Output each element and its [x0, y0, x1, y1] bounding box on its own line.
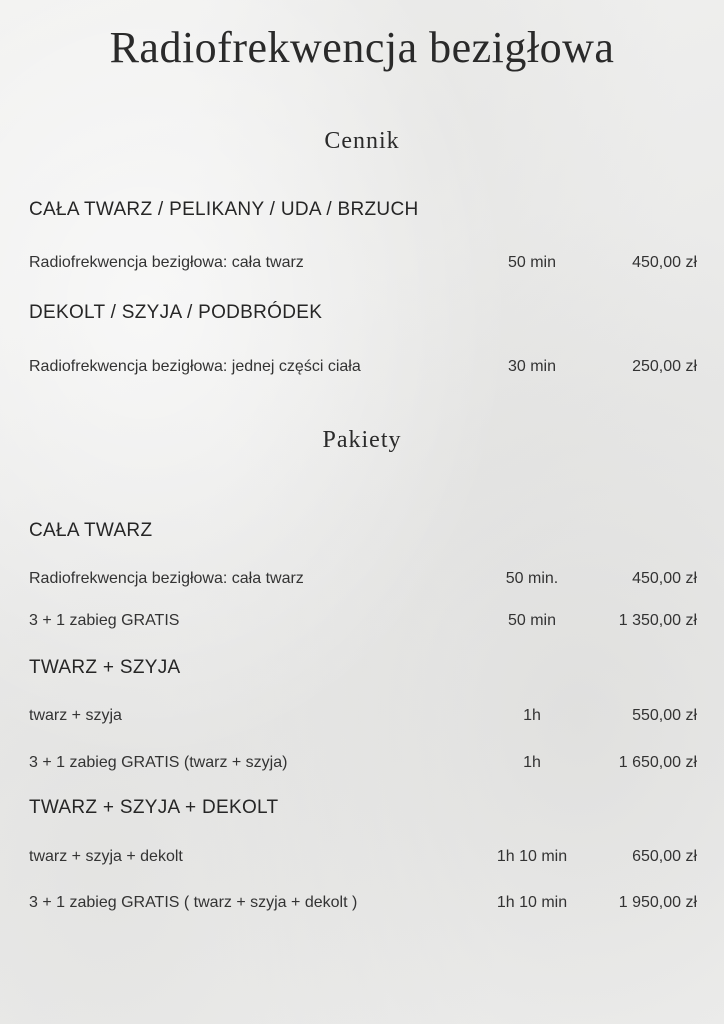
service-price: 250,00 zł — [632, 358, 697, 375]
service-duration: 50 min — [507, 254, 557, 271]
service-name: 3 + 1 zabieg GRATIS (twarz + szyja) — [29, 754, 288, 771]
service-duration: 50 min — [507, 612, 557, 629]
category-heading: DEKOLT / SZYJA / PODBRÓDEK — [29, 302, 323, 323]
service-price: 650,00 zł — [632, 848, 697, 865]
service-name: Radiofrekwencja bezigłowa: jednej części ciała — [29, 358, 361, 375]
service-price: 1 950,00 zł — [618, 894, 697, 911]
category-heading: TWARZ + SZYJA — [29, 657, 181, 678]
service-name: Radiofrekwencja bezigłowa: cała twarz — [29, 254, 304, 271]
service-name: twarz + szyja + dekolt — [29, 848, 183, 865]
service-duration: 1h 10 min — [496, 848, 568, 865]
service-name: 3 + 1 zabieg GRATIS ( twarz + szyja + dekolt ) — [29, 894, 358, 911]
service-name: Radiofrekwencja bezigłowa: cała twarz — [29, 570, 304, 587]
service-price: 1 350,00 zł — [618, 612, 697, 629]
service-name: 3 + 1 zabieg GRATIS — [29, 612, 180, 629]
service-duration: 30 min — [507, 358, 557, 375]
service-duration: 1h — [523, 707, 541, 724]
category-heading: CAŁA TWARZ — [29, 520, 153, 541]
service-duration: 1h — [523, 754, 541, 771]
service-price: 450,00 zł — [632, 570, 697, 587]
category-heading: CAŁA TWARZ / PELIKANY / UDA / BRZUCH — [29, 199, 419, 220]
service-price: 1 650,00 zł — [618, 754, 697, 771]
pakiety-heading: Pakiety — [322, 427, 402, 453]
cennik-heading: Cennik — [324, 128, 400, 154]
service-price: 550,00 zł — [632, 707, 697, 724]
service-name: twarz + szyja — [29, 707, 122, 724]
category-heading: TWARZ + SZYJA + DEKOLT — [29, 797, 279, 818]
page-title: Radiofrekwencja bezigłowa — [109, 23, 615, 72]
service-duration: 50 min. — [505, 570, 559, 587]
service-duration: 1h 10 min — [496, 894, 568, 911]
service-price: 450,00 zł — [632, 254, 697, 271]
